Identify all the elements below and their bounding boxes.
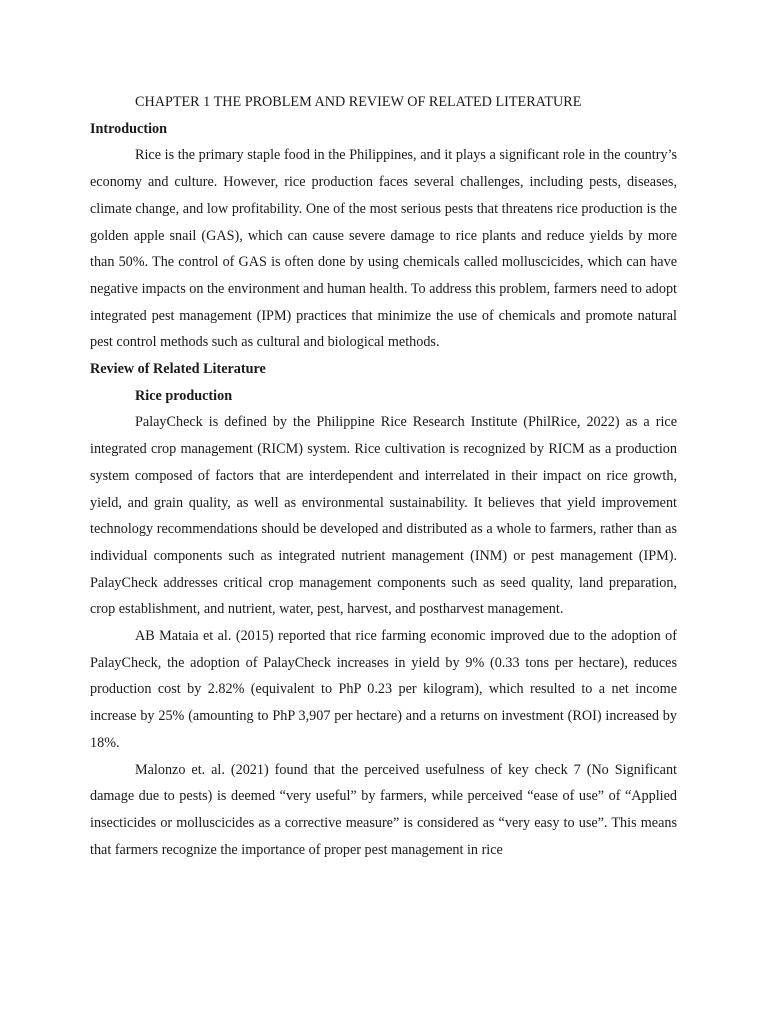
chapter-title: CHAPTER 1 THE PROBLEM AND REVIEW OF RELATED LITERATURE [135,94,582,110]
mataia-paragraph: AB Mataia et al. (2015) reported that rice farming economic improved due to the adoption of PalayCheck, the adoption of PalayCheck increases in yield by 9% (0.33 tons per hectare), reduces production cost by 2.82% (equivalent to PhP 0.23 per kilogram), which resulted to a net income increase by 25% (amounting to PhP 3,907 per hectare) and a returns on investment (ROI) increased by 18%. [90,628,677,751]
introduction-heading: Introduction [90,120,167,137]
document-body [90,89,677,863]
malonzo-paragraph: Malonzo et. al. (2021) found that the perceived usefulness of key check 7 (No Significant damage due to pests) is deemed “very useful” by farmers, while perceived “ease of use” of “Applied insecticides or molluscicides as a corrective measure” is considered as “very easy to use”. This means that farmers recognize the importance of proper pest management in rice [90,761,677,858]
review-heading: Review of Related Literature [90,361,266,378]
rice-production-subheading: Rice production [135,387,233,404]
palaycheck-paragraph: PalayCheck is defined by the Philippine Rice Research Institute (PhilRice, 2022) as a rice integrated crop management (RICM) system. Rice cultivation is recognized by RICM as a production system composed of factors that are interdependent and interrelated in their impact on rice growth, yield, and grain quality, as well as environmental sustainability. It believes that yield improvement technology recommendations should be developed and distributed as a whole to farmers, rather than as individual components such as integrated nutrient management (INM) or pest management (IPM). PalayCheck addresses critical crop management components such as seed quality, land preparation, crop establishment, and nutrient, water, pest, harvest, and postharvest management. [90,414,677,618]
introduction-paragraph: Rice is the primary staple food in the Philippines, and it plays a significant role in the country’s economy and culture. However, rice production faces several challenges, including pests, diseases, climate change, and low profitability. One of the most serious pests that threatens rice production is the golden apple snail (GAS), which can cause severe damage to rice plants and reduce yields by more than 50%. The control of GAS is often done by using chemicals called molluscicides, which can have negative impacts on the environment and human health. To address this problem, farmers need to adopt integrated pest management (IPM) practices that minimize the use of chemicals and promote natural pest control methods such as cultural and biological methods. [90,147,677,351]
